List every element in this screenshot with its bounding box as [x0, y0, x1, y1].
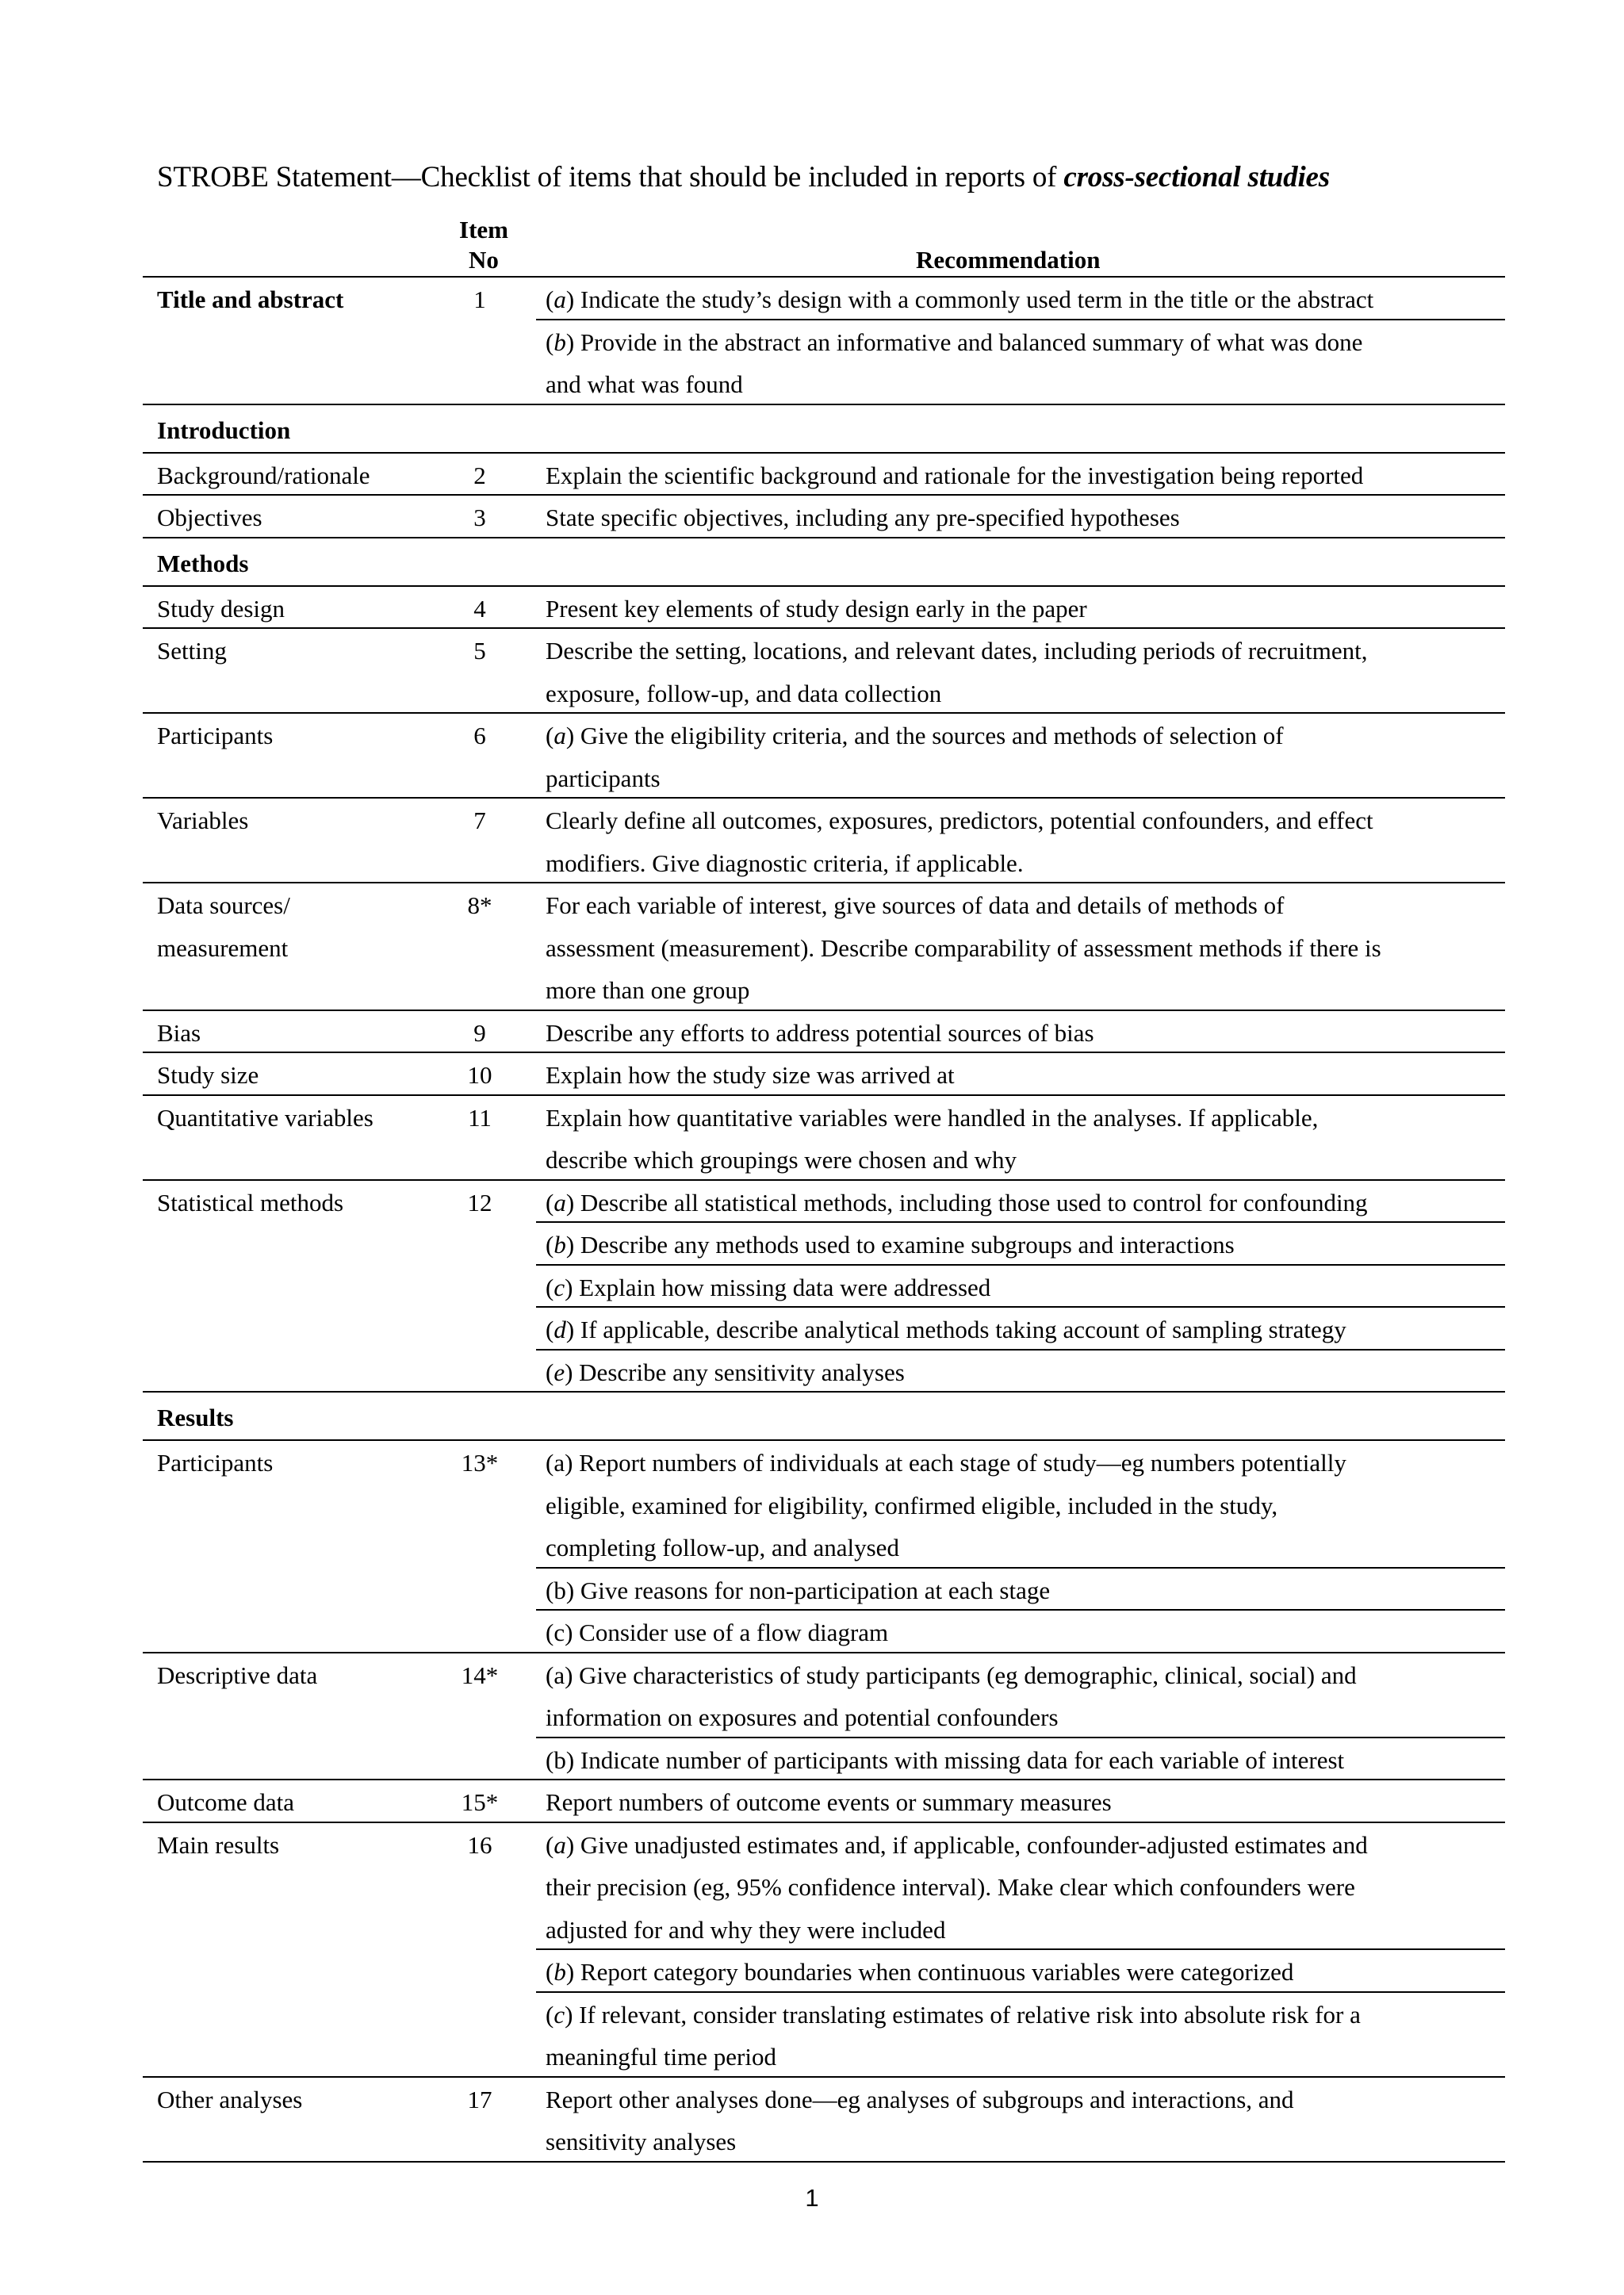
- rec-text: For each variable of interest, give sources of data and details of methods of: [546, 891, 1285, 919]
- recommendation-line: [546, 1061, 955, 1090]
- rec-text: ) Report category boundaries when continuous variables were categorized: [565, 1958, 1294, 1986]
- recommendation-line: [546, 1661, 1357, 1690]
- recommendation-line: [546, 504, 1180, 532]
- row-rule: [143, 1779, 1505, 1780]
- rec-text: Explain how the study size was arrived at: [546, 1061, 955, 1089]
- header-rule: [143, 276, 1505, 278]
- rec-text: their precision (eg, 95% confidence interval). Make clear which confounders were: [546, 1873, 1355, 1901]
- row-label: Descriptive data: [157, 1661, 318, 1689]
- rec-text: ) Describe any sensitivity analyses: [565, 1358, 905, 1386]
- row-rule: [143, 1652, 1505, 1653]
- row-rule: [143, 1439, 1505, 1441]
- item-number: 7: [473, 807, 486, 834]
- rec-text: Present key elements of study design early in the paper: [546, 594, 1087, 623]
- recommendation-line: [546, 680, 941, 708]
- rec-text: meaningful time period: [546, 2043, 776, 2071]
- rec-text: ) Give the eligibility criteria, and the sources and methods of selection of: [565, 722, 1284, 749]
- item-number: 9: [473, 1018, 486, 1047]
- row-label: Participants: [157, 722, 274, 749]
- recommendation-line: [546, 1873, 1355, 1902]
- rec-marker: c: [553, 1273, 565, 1301]
- rec-marker: c: [553, 2000, 565, 2029]
- item-number: 6: [473, 722, 486, 749]
- recommendation-line: [546, 1534, 899, 1562]
- recommendation-line: [546, 1231, 1235, 1259]
- row-label: Title and abstract: [157, 285, 344, 313]
- rec-prefix: (: [546, 2000, 554, 2029]
- recommendation-line: [546, 595, 1087, 623]
- item-number: 2: [473, 461, 486, 489]
- rec-prefix: (: [546, 1958, 554, 1986]
- row-rule: [143, 882, 1505, 883]
- recommendation-line: [546, 934, 1381, 963]
- rec-prefix: (: [546, 285, 554, 313]
- rec-prefix: (: [546, 1231, 554, 1259]
- rec-prefix: (: [546, 1830, 554, 1859]
- row-rule: [143, 404, 1505, 405]
- row-label: Other analyses: [157, 2085, 303, 2113]
- rec-text: completing follow-up, and analysed: [546, 1534, 899, 1561]
- item-number: 1: [473, 285, 486, 313]
- sub-rule: [536, 1221, 1505, 1223]
- item-number: 4: [473, 594, 486, 623]
- rec-text: (a) Report numbers of individuals at each stage of study—eg numbers potentially: [546, 1449, 1346, 1477]
- row-label: Quantitative variables: [157, 1103, 373, 1132]
- header-recommendation: Recommendation: [916, 246, 1101, 274]
- item-number: 14*: [461, 1661, 499, 1689]
- recommendation-line: [546, 1104, 1318, 1132]
- page-title: [157, 160, 1330, 194]
- recommendation-line: [546, 1788, 1112, 1817]
- row-label-line2: measurement: [157, 933, 289, 962]
- rec-text: Clearly define all outcomes, exposures, predictors, potential confounders, and effect: [546, 807, 1373, 834]
- row-label: Background/rationale: [157, 461, 370, 489]
- rec-text: (b) Give reasons for non-participation at each stage: [546, 1576, 1051, 1604]
- header-item-line2: No: [469, 246, 499, 274]
- recommendation-line: [546, 1189, 1368, 1217]
- sub-rule: [536, 319, 1505, 320]
- rec-text: adjusted for and why they were included: [546, 1915, 946, 1944]
- rec-text: describe which groupings were chosen and why: [546, 1146, 1017, 1174]
- rec-text: Report numbers of outcome events or summary measures: [546, 1788, 1112, 1816]
- recommendation-line: [546, 1316, 1346, 1344]
- recommendation-line: [546, 1703, 1059, 1732]
- title-emphasis: cross-sectional studies: [1063, 161, 1330, 193]
- rec-text: sensitivity analyses: [546, 2128, 737, 2155]
- title-prefix: STROBE Statement—Checklist of items that should be included in reports of: [157, 161, 1064, 193]
- row-rule: [143, 797, 1505, 799]
- rec-text: exposure, follow-up, and data collection: [546, 679, 942, 707]
- row-label: Study size: [157, 1061, 259, 1089]
- rec-text: participants: [546, 764, 661, 792]
- section-heading: Introduction: [157, 416, 291, 444]
- rec-prefix: (: [546, 1316, 554, 1343]
- rec-marker: a: [553, 1830, 566, 1859]
- rec-text: Describe any efforts to address potential sources of bias: [546, 1018, 1094, 1047]
- row-rule: [143, 1179, 1505, 1181]
- item-number: 3: [473, 504, 486, 531]
- row-label: Study design: [157, 594, 285, 623]
- recommendation-line: [546, 1619, 888, 1647]
- row-rule: [143, 1094, 1505, 1096]
- recommendation-line: [546, 637, 1367, 665]
- rec-text: assessment (measurement). Describe comparability of assessment methods if there is: [546, 933, 1381, 962]
- recommendation-line: [546, 1358, 905, 1387]
- rec-text: ) Give unadjusted estimates and, if applicable, confounder-adjusted estimates and: [565, 1830, 1368, 1859]
- rec-prefix: (: [546, 722, 554, 749]
- rec-text: (a) Give characteristics of study participants (eg demographic, clinical, social) and: [546, 1661, 1357, 1689]
- recommendation-line: [546, 722, 1284, 750]
- item-number: 8*: [467, 891, 492, 919]
- rec-text: ) If relevant, consider translating estimates of relative risk into absolute risk for a: [565, 2000, 1361, 2029]
- row-label: Main results: [157, 1830, 280, 1859]
- item-number: 5: [473, 637, 486, 665]
- row-rule: [143, 452, 1505, 454]
- row-label: Data sources/: [157, 891, 290, 919]
- rec-marker: b: [553, 1231, 566, 1259]
- rec-text: more than one group: [546, 976, 750, 1004]
- sub-rule: [536, 1948, 1505, 1950]
- recommendation-line: [546, 807, 1373, 835]
- row-rule: [143, 627, 1505, 629]
- row-rule: [143, 494, 1505, 496]
- rec-marker: e: [553, 1358, 565, 1386]
- rec-text: modifiers. Give diagnostic criteria, if applicable.: [546, 849, 1024, 877]
- rec-text: (c) Consider use of a flow diagram: [546, 1619, 889, 1646]
- recommendation-line: [546, 2086, 1294, 2114]
- recommendation-line: [546, 1958, 1293, 1987]
- rec-marker: a: [553, 285, 566, 313]
- recommendation-line: [546, 891, 1284, 920]
- rec-marker: b: [553, 1958, 566, 1986]
- row-rule: [143, 585, 1505, 587]
- rec-marker: d: [553, 1316, 566, 1343]
- row-rule: [143, 537, 1505, 538]
- sub-rule: [536, 1567, 1505, 1569]
- recommendation-line: [546, 2128, 736, 2156]
- recommendation-line: [546, 1146, 1017, 1174]
- recommendation-line: [546, 764, 661, 793]
- rec-text: ) Describe any methods used to examine subgroups and interactions: [565, 1231, 1235, 1259]
- recommendation-line: [546, 976, 749, 1005]
- rec-text: eligible, examined for eligibility, confirmed eligible, included in the study,: [546, 1491, 1278, 1519]
- rec-text: State specific objectives, including any pre-specified hypotheses: [546, 504, 1180, 531]
- item-number: 11: [468, 1103, 492, 1132]
- recommendation-line: [546, 849, 1024, 878]
- rec-text: Report other analyses done—eg analyses of subgroups and interactions, and: [546, 2085, 1294, 2113]
- recommendation-line: [546, 328, 1362, 357]
- recommendation-line: [546, 1274, 990, 1302]
- rec-text: ) Explain how missing data were addressed: [565, 1273, 991, 1301]
- sub-rule: [536, 1306, 1505, 1308]
- row-rule: [143, 1822, 1505, 1823]
- item-number: 10: [467, 1061, 492, 1089]
- rec-prefix: (: [546, 1188, 554, 1216]
- header-item-line1: Item: [459, 216, 508, 243]
- recommendation-line: [546, 1746, 1344, 1775]
- rec-prefix: (: [546, 1358, 554, 1386]
- item-number: 16: [467, 1830, 492, 1859]
- rec-text: information on exposures and potential confounders: [546, 1703, 1059, 1731]
- rec-prefix: (: [546, 1273, 554, 1301]
- rec-prefix: (: [546, 328, 554, 356]
- row-label: Statistical methods: [157, 1188, 344, 1216]
- recommendation-line: [546, 462, 1363, 490]
- row-label: Variables: [157, 807, 249, 834]
- row-rule: [143, 1052, 1505, 1053]
- row-rule: [143, 2161, 1505, 2163]
- row-rule: [143, 2076, 1505, 2078]
- section-heading: Methods: [157, 549, 249, 577]
- row-rule: [143, 712, 1505, 714]
- recommendation-line: [546, 1449, 1346, 1477]
- sub-rule: [536, 1609, 1505, 1611]
- row-label: Participants: [157, 1449, 274, 1477]
- recommendation-line: [546, 1492, 1277, 1520]
- rec-text: Explain the scientific background and rationale for the investigation being reported: [546, 461, 1364, 489]
- item-number: 12: [467, 1188, 492, 1216]
- rec-marker: a: [553, 722, 566, 749]
- rec-text: (b) Indicate number of participants with missing data for each variable of interest: [546, 1745, 1345, 1774]
- item-number: 15*: [461, 1788, 499, 1816]
- sub-rule: [536, 1737, 1505, 1738]
- row-label: Objectives: [157, 504, 262, 531]
- rec-text: ) Describe all statistical methods, including those used to control for confounding: [565, 1188, 1368, 1216]
- recommendation-line: [546, 2001, 1361, 2029]
- rec-marker: b: [553, 328, 566, 356]
- row-label: Outcome data: [157, 1788, 295, 1816]
- row-rule: [143, 1010, 1505, 1011]
- rec-text: ) Indicate the study’s design with a commonly used term in the title or the abstract: [565, 285, 1374, 313]
- sub-rule: [536, 1349, 1505, 1351]
- rec-text: Describe the setting, locations, and relevant dates, including periods of recruitment,: [546, 637, 1368, 665]
- recommendation-line: [546, 1019, 1094, 1048]
- page-number: 1: [805, 2184, 819, 2212]
- rec-marker: a: [553, 1188, 566, 1216]
- recommendation-line: [546, 1831, 1368, 1860]
- recommendation-line: [546, 285, 1373, 314]
- row-label: Bias: [157, 1018, 201, 1047]
- sub-rule: [536, 1991, 1505, 1993]
- recommendation-line: [546, 2043, 776, 2071]
- rec-text: ) If applicable, describe analytical methods taking account of sampling strategy: [565, 1316, 1346, 1343]
- row-rule: [143, 1391, 1505, 1393]
- row-label: Setting: [157, 637, 227, 665]
- sub-rule: [536, 1264, 1505, 1266]
- rec-text: Explain how quantitative variables were handled in the analyses. If applicable,: [546, 1103, 1319, 1132]
- item-number: 13*: [461, 1449, 499, 1477]
- recommendation-line: [546, 1577, 1050, 1605]
- recommendation-line: [546, 1916, 945, 1944]
- rec-text: and what was found: [546, 370, 743, 398]
- item-number: 17: [467, 2085, 492, 2113]
- section-heading: Results: [157, 1404, 234, 1431]
- rec-text: ) Provide in the abstract an informative and balanced summary of what was done: [565, 328, 1363, 356]
- recommendation-line: [546, 370, 743, 399]
